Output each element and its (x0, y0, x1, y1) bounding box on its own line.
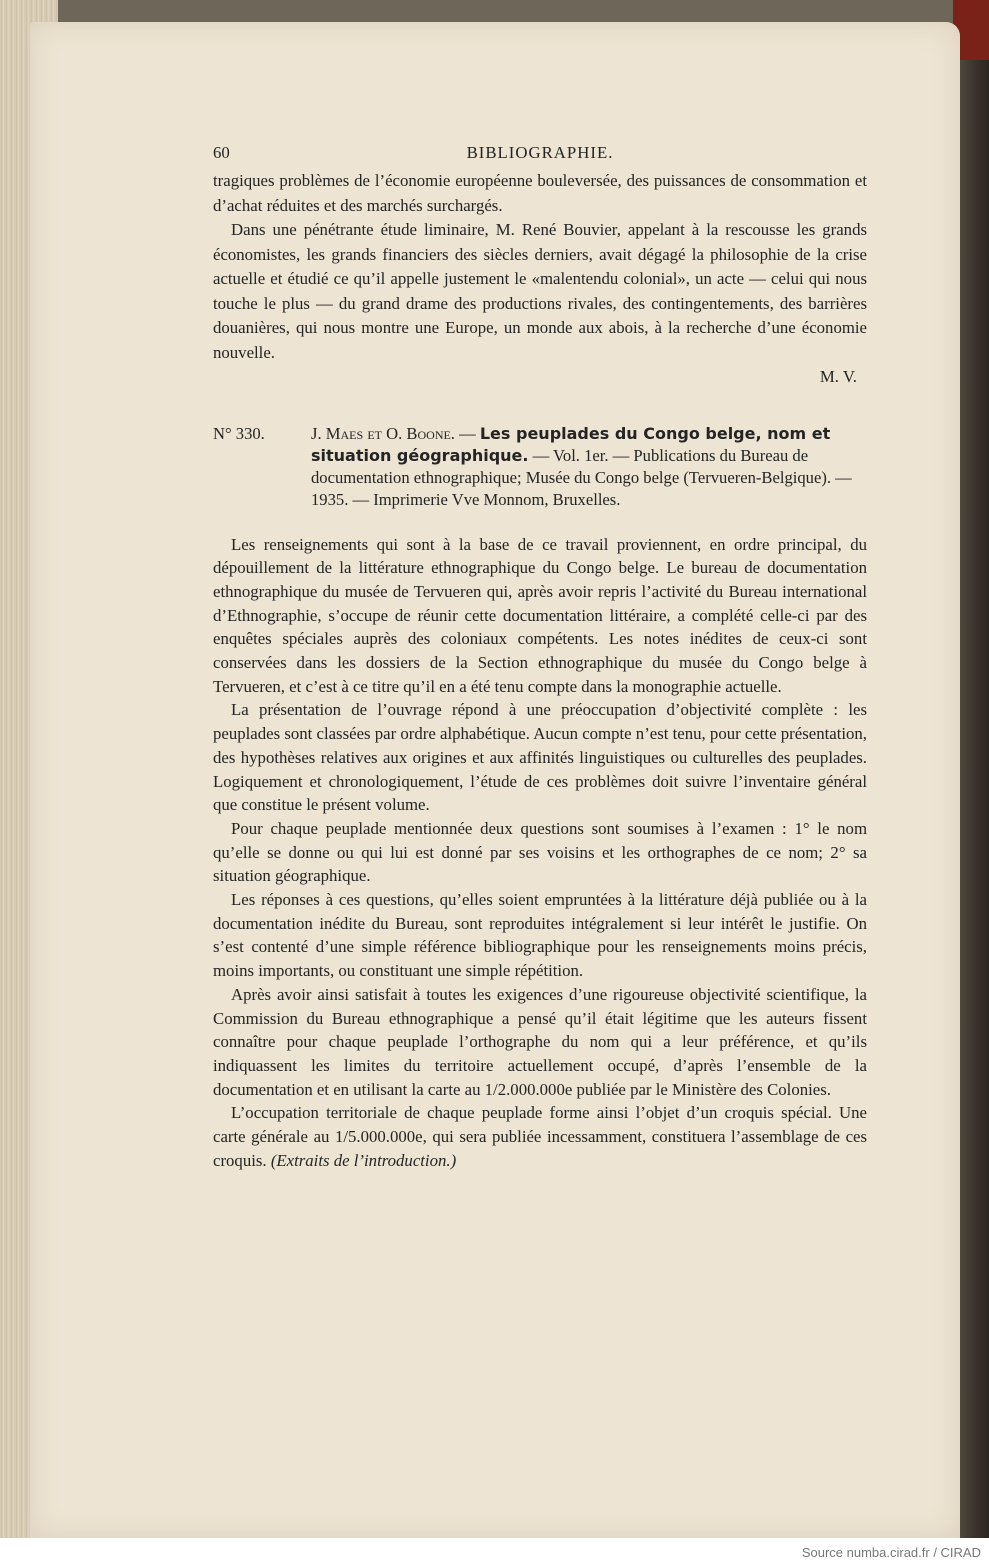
review-body (213, 533, 867, 1173)
source-credit: Source numba.cirad.fr / CIRAD (801, 1545, 981, 1560)
reviewer-signature: M. V. (819, 367, 857, 386)
running-title: BIBLIOGRAPHIE. (466, 143, 614, 162)
entry-details: — Vol. 1er. — Publications du Bureau de documentation ethnographique; Musée du Congo belge (Tervueren-Belgique). — 1935. — Imprimerie Vve Monnom, Bruxelles. (311, 445, 852, 509)
bibliography-entry (213, 423, 867, 511)
page-text (213, 141, 867, 1172)
entry-authors: J. Maes et O. Boone. (311, 423, 455, 443)
review-paragraph: Les réponses à ces questions, qu’elles soient empruntées à la littérature déjà publiée ou à la documentation inédite du Bureau, sont reproduites intégralement si leur intérêt le justifie. On s’est contenté d’une simple référence bibliographique pour les renseignements moins précis, moins importants, ou constituant une simple répétition. (213, 890, 867, 981)
entry-number: N° 330. (213, 423, 265, 443)
review-last-text: L’occupation territoriale de chaque peuplade forme ainsi l’objet d’un croquis spécial. Une carte générale au 1/5.000.000e, qui sera publiée incessamment, constituera l’assemblage de ces croquis. (213, 1103, 867, 1170)
bouvier-paragraph: Dans une pénétrante étude liminaire, M. René Bouvier, appelant à la rescousse les grands économistes, les grands financiers des siècles derniers, avait dégagé la philosophie de la crise actuelle et étudié ce qu’il appelle justement le «malentendu colonial», un acte — celui qui nous touche le plus — du grand drame des productions rivales, des contingentements, des barrières douanières, qui nous montre une Europe, un monde aux abois, à la recherche d’une économie nouvelle. (213, 220, 867, 362)
review-paragraph: Après avoir ainsi satisfait à toutes les exigences d’une rigoureuse objectivité scientifique, la Commission du Bureau ethnographique a pensé qu’il était légitime que les auteurs fissent connaître pour chaque peuplade l’orthographe du nom qui a leur préférence, et qu’ils indiquassent les limites du territoire actuellement occupé, d’après l’ensemble de la documentation et en utilisant la carte au 1/2.000.000e publiée par le Ministère des Colonies. (213, 984, 867, 1099)
page-number: 60 (213, 143, 230, 162)
continuation-paragraph: tragiques problèmes de l’économie européenne bouleversée, des puissances de consommation et d’achat réduites et des marchés surchargés. (213, 171, 867, 215)
review-paragraph: Les renseignements qui sont à la base de ce travail proviennent, en ordre principal, du dépouillement de la littérature ethnographique du Congo belge. Le bureau de documentation ethnographique du musée de Tervueren qui, après avoir repris l’activité du Bureau international d’Ethnographie, s’occupe de réunir cette documentation littéraire, a complété celle-ci par des enquêtes spéciales auprès des coloniaux compétents. Les notes inédites de ceux-ci sont conservées dans les dossiers de la Section ethnographique du musée du Congo belge à Tervueren, et c’est à ce titre qu’il en a été tenu compte dans la monographie actuelle. (213, 534, 867, 696)
review-last-paragraph (213, 1101, 867, 1172)
review-paragraph: La présentation de l’ouvrage répond à une préoccupation d’objectivité complète : les peuplades sont classées par ordre alphabétique. Aucun compte n’est tenu, pour cette présentation, des hypothèses relatives aux origines et aux affinités linguistiques ou culturelles des peuplades. Logiquement et chronologiquement, l’étude de ces problèmes doit suivre l’inventaire général que constitue le présent volume. (213, 700, 867, 815)
review-citation: (Extraits de l’introduction.) (270, 1150, 457, 1170)
entry-dash: — (454, 423, 480, 443)
entry-body (213, 423, 867, 511)
review-paragraph: Pour chaque peuplade mentionnée deux questions sont soumises à l’examen : 1° le nom qu’elle se donne ou qui lui est donné par ses voisins et les orthographes de ce nom; 2° sa situation géographique. (213, 818, 867, 886)
entry-title: Les peuplades du Congo belge, nom et situation géographique. (311, 423, 831, 465)
running-header (213, 141, 867, 169)
